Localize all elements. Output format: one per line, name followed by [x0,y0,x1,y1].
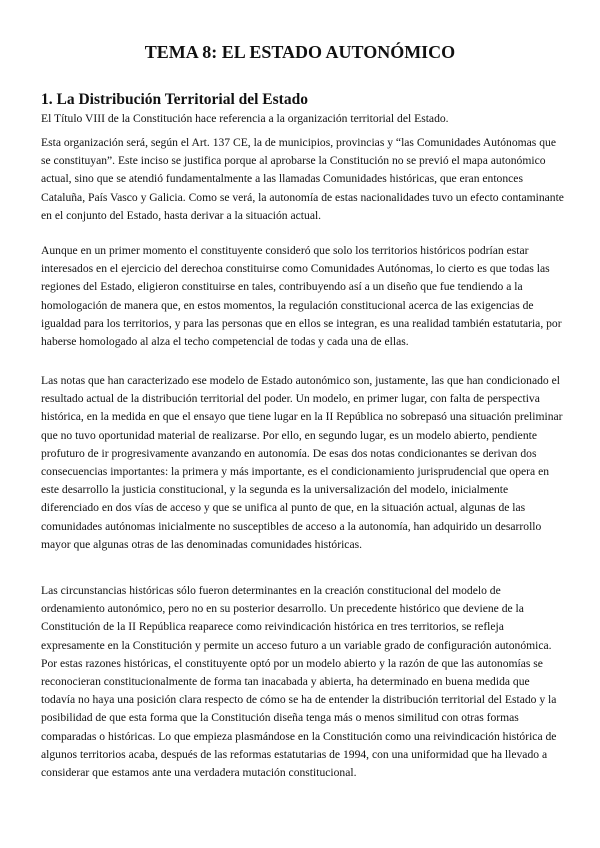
paragraph-3: Aunque en un primer momento el constituyente consideró que solo los territorios históricos podrían estar interesados en el ejercicio del derechoa constituirse como Comunidades Autónomas, lo cierto es que todas las regiones del Estado, eligieron constituirse en tales, contribuyendo así a un diseño que fue tendiendo a la homologación de manera que, en estos momentos, la regulación constitucional acerca de las exigencias de igualdad para los territorios, y para las personas que en ellos se integran, es una realidad también estatutaria, por haberse homologado al alza el techo competencial de todas y cada una de ellas. [41,244,562,349]
paragraph-1: El Título VIII de la Constitución hace referencia a la organización territorial del Estado. [41,112,449,125]
section-heading: 1. La Distribución Territorial del Estado [41,91,308,108]
paragraph-4: Las notas que han caracterizado ese modelo de Estado autonómico son, justamente, las que han condicionado el resultado actual de la distribución territorial del poder. Un modelo, en primer lugar, con falta de perspectiva histórica, en la medida en que el ensayo que tiene lugar en la II República no sobrepasó una situación preliminar que no tuvo oportunidad material de realizarse. Por ello, en segundo lugar, es un modelo abierto, pendiente profuturo de ir progresivamente avanzando en autonomía. De esas dos notas condicionantes se derivan dos consecuencias importantes: la primera y más importante, es el condicionamiento jurisprudencial que opera en este desarrollo la justicia constitucional, y la segunda es la universalización del modelo, inicialmente diferenciado en dos vías de acceso y que se unifica al punto de que, en la situación actual, algunas de las comunidades autónomas inicialmente no susceptibles de acceso a la autonomía, han adquirido un desarrollo mayor que algunas otras de las denominadas comunidades históricas. [41,374,563,551]
page-title: TEMA 8: EL ESTADO AUTONÓMICO [144,42,456,62]
paragraph-2: Esta organización será, según el Art. 137 CE, la de municipios, provincias y “las Comunidades Autónomas que se constituyan”. Este inciso se justifica porque al aprobarse la Constitución no se previó el mapa autonómico actual, sino que se atendió fundamentalmente a las llamadas Comunidades históricas, que eran entonces Cataluña, País Vasco y Galicia. Como se verá, la autonomía de estas nacionalidades tuvo un efecto contaminante en el conjunto del Estado, hasta derivar a la situación actual. [41,136,564,222]
paragraph-5: Las circunstancias históricas sólo fueron determinantes en la creación constitucional del modelo de ordenamiento autonómico, pero no en su posterior desarrollo. Un precedente histórico que deviene de la Constitución de la II República reaparece como reivindicación histórica en tres territorios, se refleja expresamente en la Constitución y permite un acceso futuro a un variable grado de configuración autonómica. Por estas razones históricas, el constituyente optó por un modelo abierto y la razón de que las autonomías se reconocieran constitucionalmente de forma tan inacabada y abierta, ha determinado en buena medida que todavía no haya una posición clara respecto de cómo se ha de entender la distribución territorial del Estado y la posibilidad de que esta forma que la Constitución diseña tenga más o menos similitud con otras formas comparadas o históricas. Lo que empieza plasmándose en la Constitución como una reivindicación histórica de algunos territorios acaba, después de las reformas estatutarias de 1994, con una uniformidad que ha llevado a considerar que estamos ante una verdadera mutación constitucional. [41,584,557,780]
